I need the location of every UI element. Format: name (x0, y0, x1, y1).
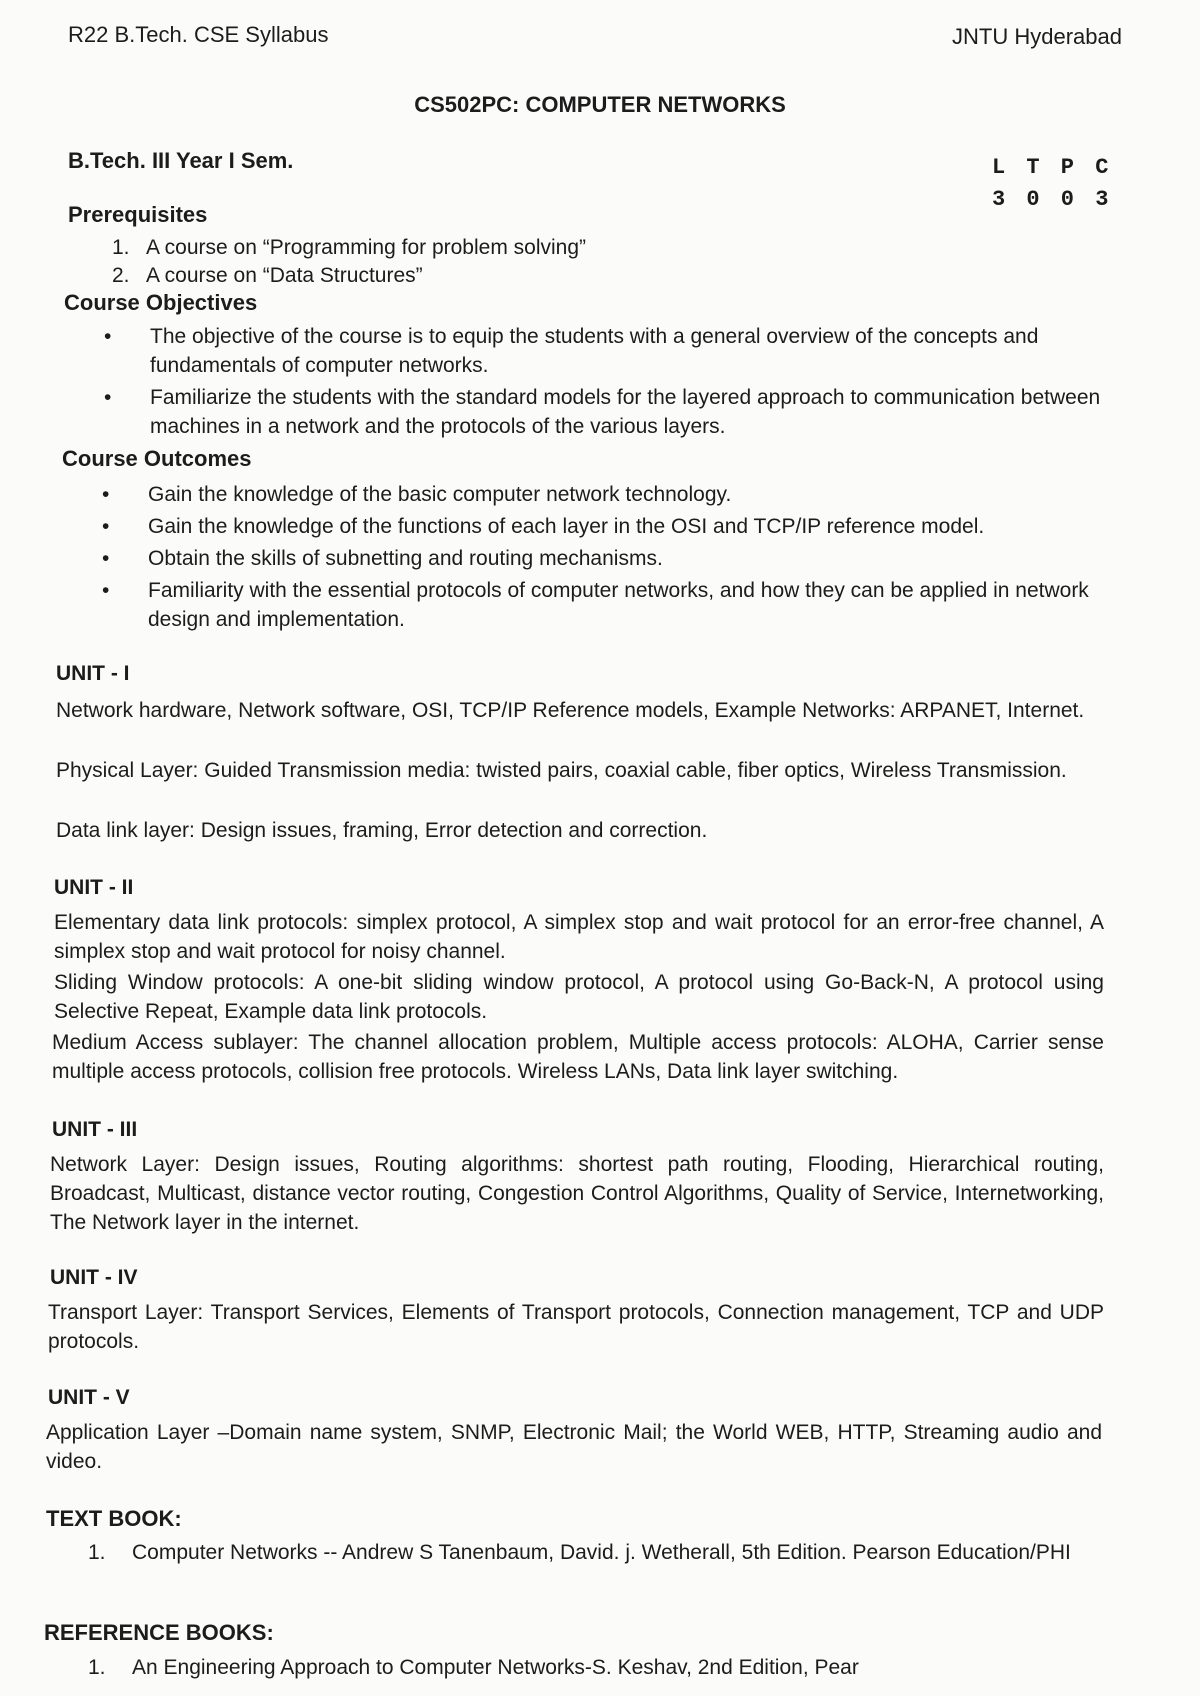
header-right: JNTU Hyderabad (952, 24, 1122, 49)
unit-4-heading: UNIT - IV (50, 1266, 138, 1289)
list-item: • The objective of the course is to equip the students with a general overview of the concepts and fundamentals of computer networks. (104, 322, 1116, 380)
unit-2-para-3: Medium Access sublayer: The channel allocation problem, Multiple access protocols: ALOHA, Carrier sense multiple access protocols, collision free protocols. Wireless LANs, Data link layer switching. (52, 1031, 1104, 1083)
reference-books-list (88, 1654, 1088, 1682)
bullet-icon: • (102, 515, 110, 538)
prerequisites-list (112, 234, 586, 290)
objectives-list (104, 322, 1116, 444)
unit-5-para-1: Application Layer –Domain name system, SNMP, Electronic Mail; the World WEB, HTTP, Streaming audio and video. (46, 1421, 1102, 1473)
list-item: • Familiarize the students with the standard models for the layered approach to communication between machines in a network and the protocols of the various layers. (104, 383, 1116, 441)
ltpc-block (992, 152, 1112, 216)
list-item: • Gain the knowledge of the functions of each layer in the OSI and TCP/IP reference model. (102, 512, 1114, 541)
outcomes-heading: Course Outcomes (62, 446, 252, 471)
unit-2-para-1: Elementary data link protocols: simplex protocol, A simplex stop and wait protocol for an error-free channel, A simplex stop and wait protocol for noisy channel. (54, 911, 1104, 963)
unit-1-para-2: Physical Layer: Guided Transmission media: twisted pairs, coaxial cable, fiber optics, Wireless Transmission. (56, 759, 1067, 782)
outcomes-list (102, 480, 1114, 637)
bullet-icon: • (102, 547, 110, 570)
ltpc-values: 3 0 0 3 (992, 187, 1113, 212)
unit-3-heading: UNIT - III (52, 1118, 138, 1141)
objectives-heading: Course Objectives (64, 290, 258, 315)
bullet-icon: • (102, 483, 110, 506)
course-title: CS502PC: COMPUTER NETWORKS (414, 92, 786, 117)
prerequisites-heading: Prerequisites (68, 202, 208, 227)
text-book-list (88, 1538, 1088, 1567)
list-item: • Familiarity with the essential protocols of computer networks, and how they can be applied in network design and implementation. (102, 576, 1114, 634)
list-item: 1. Computer Networks -- Andrew S Tanenbaum, David. j. Wetherall, 5th Edition. Pearson Education/PHI (88, 1541, 1071, 1564)
text-book-heading: TEXT BOOK: (46, 1506, 182, 1531)
unit-5-heading: UNIT - V (48, 1386, 130, 1409)
bullet-icon: • (104, 386, 112, 409)
unit-1-heading: UNIT - I (56, 662, 130, 685)
list-item: • Gain the knowledge of the basic computer network technology. (102, 480, 1114, 509)
unit-1-para-1: Network hardware, Network software, OSI, TCP/IP Reference models, Example Networks: ARPANET, Internet. (56, 699, 1085, 722)
list-item: 2. A course on “Data Structures” (112, 264, 423, 287)
header-left: R22 B.Tech. CSE Syllabus (68, 22, 329, 47)
list-item: 1. A course on “Programming for problem solving” (112, 236, 587, 259)
list-item: • Obtain the skills of subnetting and routing mechanisms. (102, 544, 1114, 573)
unit-2-heading: UNIT - II (54, 876, 134, 899)
unit-4-para-1: Transport Layer: Transport Services, Elements of Transport protocols, Connection management, TCP and UDP protocols. (48, 1301, 1104, 1353)
ltpc-labels: L T P C (992, 155, 1113, 180)
bullet-icon: • (102, 579, 110, 602)
unit-2-para-2: Sliding Window protocols: A one-bit sliding window protocol, A protocol using Go-Back-N, A protocol using Selective Repeat, Example data link protocols. (54, 971, 1104, 1023)
reference-books-heading: REFERENCE BOOKS: (44, 1620, 274, 1645)
bullet-icon: • (104, 325, 112, 348)
semester: B.Tech. III Year I Sem. (68, 148, 294, 173)
unit-3-para-1: Network Layer: Design issues, Routing algorithms: shortest path routing, Flooding, Hierarchical routing, Broadcast, Multicast, distance vector routing, Congestion Control Algorithms, Quality of Service, Internetworking, The Network layer in the internet. (50, 1153, 1104, 1234)
unit-1-para-3: Data link layer: Design issues, framing, Error detection and correction. (56, 819, 708, 842)
list-item: 1. An Engineering Approach to Computer Networks-S. Keshav, 2nd Edition, Pear (88, 1656, 859, 1679)
